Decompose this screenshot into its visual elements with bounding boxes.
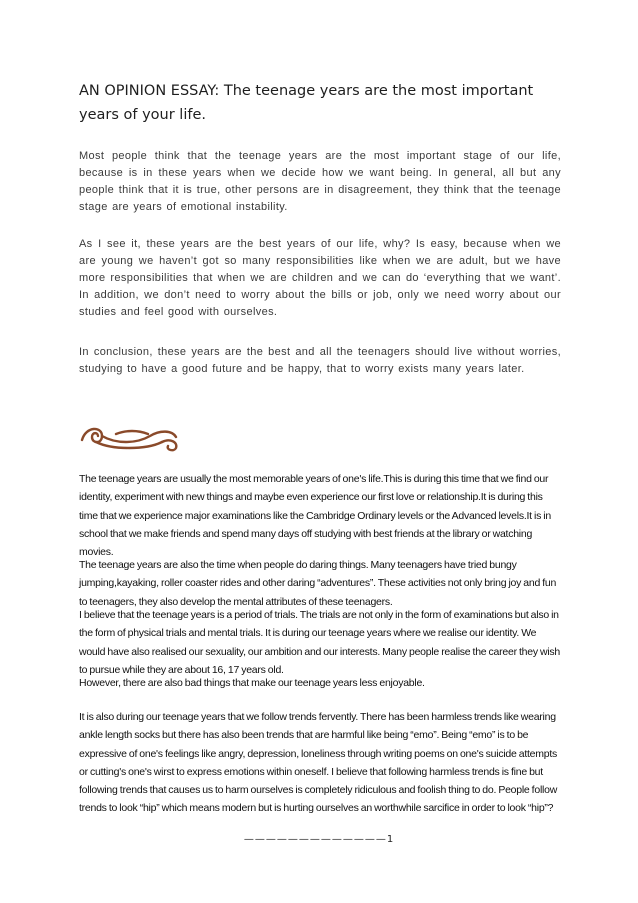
body-paragraph: However, there are also bad things that make our teenage years less enjoyable.: [79, 677, 425, 689]
body-paragraph: I believe that the teenage years is a period of trials. The trials are not only in the form of examinations but also in the form of physical trials and mental trials. It is during our teenage years where we realise our identity. We would have also realised our sexuality, our ambition and our interests. Many people realise the career they wish to pursue while they are about 16, 17 years old.: [79, 609, 560, 676]
page-number: —————————————1: [243, 834, 395, 845]
conclusion-paragraph: In conclusion, these years are the best and all the teenagers should live without worries, studying to have a good future and be happy, that to worry exists many years later.: [79, 346, 561, 375]
body-paragraph: The teenage years are also the time when people do daring things. Many teenagers have tried bungy jumping,kayaking, roller coaster rides and other daring “adventures”. These activities not only bring joy and fun to teenagers, they also develop the mental attributes of these teenagers.: [79, 559, 557, 608]
argument-paragraph: As I see it, these years are the best years of our life, why? Is easy, because when we are young we haven’t got so many responsibilities like when we are adult, but we have more responsibilities that when we are children and we can do ‘everything that we want’. In addition, we don’t need to worry about the bills or job, only we need worry about our studies and feel good with ourselves.: [79, 238, 561, 318]
intro-paragraph: Most people think that the teenage years are the most important stage of our life, because is in these years when we decide how we want being. In general, all but any people think that it is true, other persons are in disagreement, they think that the teenage stage are years of emotional instability.: [79, 150, 561, 213]
essay-title: AN OPINION ESSAY: The teenage years are the most important years of your life.: [79, 83, 534, 123]
body-paragraph: The teenage years are usually the most memorable years of one's life.This is during this time that we find our identity, experiment with new things and maybe even experience our first love or relationship.It is during this time that we experience major examinations like the Cambridge Ordinary levels or the Advanced levels.It is in school that we make friends and spend many days off studying with best friends at the library or watching movies.: [79, 473, 551, 559]
decorative-flourish: [76, 420, 184, 454]
body-paragraph: It is also during our teenage years that we follow trends fervently. There has been harmless trends like wearing ankle length socks but there has also been trends that are harmful like being “emo”. Being “emo” is to be expressive of one's feelings like angry, depression, loneliness through writing poems on one's suicide attempts or cutting's one's wirst to express emotions within oneself. I believe that following harmless trends is fine but following trends that causes us to harm ourselves is completely ridiculous and foolish thing to do. People follow trends to look “hip” which means modern but is hurting ourselves an worthwhile sarcifice in order to look “hip”?: [79, 711, 558, 815]
